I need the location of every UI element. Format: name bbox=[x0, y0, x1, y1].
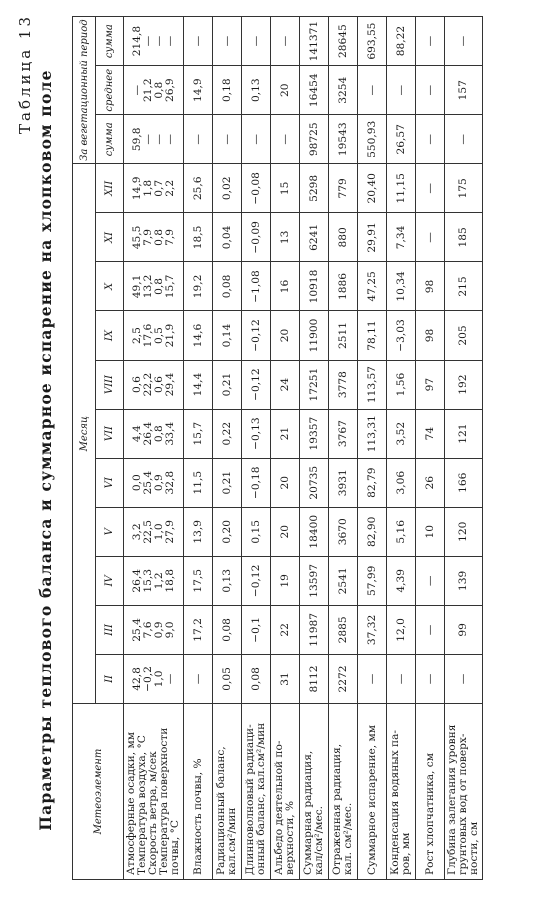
table-cell: 17,5 bbox=[184, 556, 213, 605]
table-cell: 31 bbox=[271, 654, 300, 703]
table-cell: 880 bbox=[329, 213, 358, 262]
table-cell: 20,40 bbox=[358, 164, 387, 213]
table-cell: 0,21 bbox=[213, 360, 242, 409]
table-cell: −0,12 bbox=[242, 311, 271, 360]
table-cell: — bbox=[445, 115, 483, 164]
table-cell: 6241 bbox=[300, 213, 329, 262]
table-cell: 19 bbox=[271, 556, 300, 605]
table-cell: −3,03 bbox=[387, 311, 416, 360]
table-cell: 25,4 7,6 0,9 9,0 bbox=[124, 605, 184, 654]
table-cell: 185 bbox=[445, 213, 483, 262]
table-cell: — bbox=[358, 654, 387, 703]
row-label: Альбедо деятельной по- верхности, % bbox=[271, 704, 300, 880]
table-cell: 98 bbox=[416, 311, 445, 360]
table-cell: 4,39 bbox=[387, 556, 416, 605]
table-cell: −0,18 bbox=[242, 458, 271, 507]
header-month-4: V bbox=[96, 507, 124, 556]
table-cell: 3670 bbox=[329, 507, 358, 556]
table-cell: 693,55 bbox=[358, 17, 387, 66]
table-cell: 78,11 bbox=[358, 311, 387, 360]
table-row bbox=[329, 17, 358, 880]
table-cell: — bbox=[213, 17, 242, 66]
table-cell: −0,09 bbox=[242, 213, 271, 262]
header-month-8: IX bbox=[96, 311, 124, 360]
table-cell: 113,31 bbox=[358, 409, 387, 458]
table-row bbox=[242, 17, 271, 880]
table-cell: 11,5 bbox=[184, 458, 213, 507]
table-cell: — bbox=[213, 115, 242, 164]
table-cell: — bbox=[242, 17, 271, 66]
table-cell: 98 bbox=[416, 262, 445, 311]
data-table bbox=[72, 16, 483, 880]
table-cell: 2511 bbox=[329, 311, 358, 360]
table-cell: 17,2 bbox=[184, 605, 213, 654]
table-cell: 45,5 7,9 0,8 7,9 bbox=[124, 213, 184, 262]
table-cell: 28645 bbox=[329, 17, 358, 66]
table-cell: 10 bbox=[416, 507, 445, 556]
table-cell: 10918 bbox=[300, 262, 329, 311]
table-cell: — bbox=[416, 164, 445, 213]
header-month-10: XI bbox=[96, 213, 124, 262]
table-cell: 3,2 22,5 1,0 27,9 bbox=[124, 507, 184, 556]
table-cell: — bbox=[387, 654, 416, 703]
table-cell: — bbox=[416, 17, 445, 66]
table-row bbox=[387, 17, 416, 880]
table-cell: 59,8 — — — bbox=[124, 115, 184, 164]
table-cell: — bbox=[416, 213, 445, 262]
table-cell: −1,08 bbox=[242, 262, 271, 311]
table-cell: 97 bbox=[416, 360, 445, 409]
table-cell: 13 bbox=[271, 213, 300, 262]
table-cell: — bbox=[358, 66, 387, 115]
header-month-7: VIII bbox=[96, 360, 124, 409]
table-cell: 120 bbox=[445, 507, 483, 556]
table-cell: 21 bbox=[271, 409, 300, 458]
header-month-5: VI bbox=[96, 458, 124, 507]
table-cell: 0,15 bbox=[242, 507, 271, 556]
table-cell: 0,6 22,2 0,6 29,4 bbox=[124, 360, 184, 409]
table-cell: 82,79 bbox=[358, 458, 387, 507]
table-row bbox=[445, 17, 483, 880]
table-row bbox=[124, 17, 184, 880]
table-cell: 0,05 bbox=[213, 654, 242, 703]
table-cell: 5298 bbox=[300, 164, 329, 213]
table-cell: 2885 bbox=[329, 605, 358, 654]
row-label: Отраженная радиация, кал. см²/мес. bbox=[329, 704, 358, 880]
header-total-1: сумма bbox=[96, 115, 124, 164]
table-cell: 18400 bbox=[300, 507, 329, 556]
table-cell: 22 bbox=[271, 605, 300, 654]
table-row bbox=[213, 17, 242, 880]
header-month-1: II bbox=[96, 654, 124, 703]
table-cell: 0,04 bbox=[213, 213, 242, 262]
table-cell: 0,13 bbox=[213, 556, 242, 605]
table-cell: — bbox=[184, 115, 213, 164]
table-cell: — bbox=[445, 17, 483, 66]
row-label: Суммарное испарение, мм bbox=[358, 704, 387, 880]
table-cell: — bbox=[416, 605, 445, 654]
table-cell: 1,56 bbox=[387, 360, 416, 409]
table-cell: 14,9 bbox=[184, 66, 213, 115]
table-cell: 0,0 25,4 0,9 32,8 bbox=[124, 458, 184, 507]
table-cell: — bbox=[242, 115, 271, 164]
table-cell: — bbox=[387, 66, 416, 115]
table-cell: 11987 bbox=[300, 605, 329, 654]
table-cell: 0,20 bbox=[213, 507, 242, 556]
table-cell: 139 bbox=[445, 556, 483, 605]
table-cell: 2272 bbox=[329, 654, 358, 703]
table-cell: 0,18 bbox=[213, 66, 242, 115]
table-cell: 175 bbox=[445, 164, 483, 213]
table-title: Параметры теплового баланса и суммарное испарение на хлопковом поле bbox=[36, 69, 55, 831]
header-month-group: Месяц bbox=[73, 164, 96, 704]
table-cell: 3767 bbox=[329, 409, 358, 458]
table-cell: 13597 bbox=[300, 556, 329, 605]
table-cell: −0,12 bbox=[242, 360, 271, 409]
table-row bbox=[184, 17, 213, 880]
table-cell: 779 bbox=[329, 164, 358, 213]
table-cell: 49,1 13,2 0,8 15,7 bbox=[124, 262, 184, 311]
table-cell: 12,0 bbox=[387, 605, 416, 654]
table-row bbox=[271, 17, 300, 880]
table-cell: 215 bbox=[445, 262, 483, 311]
table-cell: 20 bbox=[271, 66, 300, 115]
table-cell: 16 bbox=[271, 262, 300, 311]
table-cell: 20 bbox=[271, 507, 300, 556]
header-month-6: VII bbox=[96, 409, 124, 458]
table-cell: 20 bbox=[271, 458, 300, 507]
table-cell: −0,1 bbox=[242, 605, 271, 654]
table-cell: 47,25 bbox=[358, 262, 387, 311]
header-month-11: XII bbox=[96, 164, 124, 213]
table-cell: 26 bbox=[416, 458, 445, 507]
row-label: Радиационный баланс, кал.см²/мин bbox=[213, 704, 242, 880]
table-cell: 550,93 bbox=[358, 115, 387, 164]
table-cell: — bbox=[271, 17, 300, 66]
table-cell: 3,06 bbox=[387, 458, 416, 507]
table-cell: — bbox=[445, 654, 483, 703]
table-cell: — bbox=[416, 556, 445, 605]
table-cell: 99 bbox=[445, 605, 483, 654]
table-number: Таблица 13 bbox=[16, 14, 34, 134]
row-label: Атмосферные осадки, мм Температура воздуха, °С Скорость ветра, м/сек Температура поверхности почвы, °С bbox=[124, 704, 184, 880]
table-cell: — bbox=[184, 17, 213, 66]
table-cell: 0,14 bbox=[213, 311, 242, 360]
table-cell: — bbox=[416, 654, 445, 703]
table-cell: 2541 bbox=[329, 556, 358, 605]
table-cell: 8112 bbox=[300, 654, 329, 703]
table-cell: — bbox=[271, 115, 300, 164]
table-cell: 10,34 bbox=[387, 262, 416, 311]
table-cell: — bbox=[184, 654, 213, 703]
table-cell: 121 bbox=[445, 409, 483, 458]
table-cell: 3778 bbox=[329, 360, 358, 409]
table-row bbox=[416, 17, 445, 880]
row-label: Суммарная радиация, кал/см²/мес. bbox=[300, 704, 329, 880]
header-element: Метеоэлемент bbox=[73, 704, 124, 880]
table-cell: 82,90 bbox=[358, 507, 387, 556]
table-cell: 11,15 bbox=[387, 164, 416, 213]
table-cell: 0,22 bbox=[213, 409, 242, 458]
table-cell: 166 bbox=[445, 458, 483, 507]
table-cell: 0,21 bbox=[213, 458, 242, 507]
table-cell: −0,08 bbox=[242, 164, 271, 213]
row-label: Глубина залегания уровня грунтовых вод от поверх- ности, см bbox=[445, 704, 483, 880]
table-row bbox=[358, 17, 387, 880]
table-cell: 15 bbox=[271, 164, 300, 213]
table-cell: 20 bbox=[271, 311, 300, 360]
table-cell: −0,13 bbox=[242, 409, 271, 458]
table-cell: 57,99 bbox=[358, 556, 387, 605]
table-cell: 16454 bbox=[300, 66, 329, 115]
table-cell: 13,9 bbox=[184, 507, 213, 556]
table-cell: 157 bbox=[445, 66, 483, 115]
table-cell: 0,08 bbox=[213, 262, 242, 311]
header-total-3: сумма bbox=[96, 17, 124, 66]
table-cell: 2,5 17,6 0,5 21,9 bbox=[124, 311, 184, 360]
table-cell: 0,02 bbox=[213, 164, 242, 213]
header-total-2: среднее bbox=[96, 66, 124, 115]
table-cell: 11900 bbox=[300, 311, 329, 360]
table-cell: 3,52 bbox=[387, 409, 416, 458]
row-label: Влажность почвы, % bbox=[184, 704, 213, 880]
table-cell: 18,5 bbox=[184, 213, 213, 262]
table-cell: 214,8 — — — bbox=[124, 17, 184, 66]
table-cell: 141371 bbox=[300, 17, 329, 66]
row-label: Длинноволновый радиаци- онный баланс, кал.см²/мин bbox=[242, 704, 271, 880]
table-cell: — 21,2 0,8 26,9 bbox=[124, 66, 184, 115]
table-cell: 88,22 bbox=[387, 17, 416, 66]
header-month-9: X bbox=[96, 262, 124, 311]
table-cell: 74 bbox=[416, 409, 445, 458]
table-cell: — bbox=[416, 115, 445, 164]
table-cell: 26,57 bbox=[387, 115, 416, 164]
header-period-group: За вегетационный период bbox=[73, 17, 96, 164]
table-cell: 17251 bbox=[300, 360, 329, 409]
table-cell: 37,32 bbox=[358, 605, 387, 654]
table-row bbox=[300, 17, 329, 880]
row-label: Конденсация водяных па- ров, мм bbox=[387, 704, 416, 880]
table-cell: 20735 bbox=[300, 458, 329, 507]
header-month-3: IV bbox=[96, 556, 124, 605]
table-cell: 3931 bbox=[329, 458, 358, 507]
table-cell: 113,57 bbox=[358, 360, 387, 409]
table-cell: 29,91 bbox=[358, 213, 387, 262]
table-cell: 25,6 bbox=[184, 164, 213, 213]
table-cell: 0,08 bbox=[213, 605, 242, 654]
table-cell: 26,4 15,3 1,2 18,8 bbox=[124, 556, 184, 605]
table-cell: 14,9 1,8 0,7 2,2 bbox=[124, 164, 184, 213]
table-cell: 1886 bbox=[329, 262, 358, 311]
table-cell: 19543 bbox=[329, 115, 358, 164]
table-cell: 19357 bbox=[300, 409, 329, 458]
table-cell: 14,6 bbox=[184, 311, 213, 360]
table-cell: 14,4 bbox=[184, 360, 213, 409]
table-cell: 0,08 bbox=[242, 654, 271, 703]
table-cell: 42,8 −0,2 1,0 — bbox=[124, 654, 184, 703]
table-cell: 3254 bbox=[329, 66, 358, 115]
table-cell: 24 bbox=[271, 360, 300, 409]
table-cell: −0,12 bbox=[242, 556, 271, 605]
table-cell: 4,4 26,4 0,8 33,4 bbox=[124, 409, 184, 458]
table-cell: 7,34 bbox=[387, 213, 416, 262]
table-cell: 0,13 bbox=[242, 66, 271, 115]
table-cell: 98725 bbox=[300, 115, 329, 164]
row-label: Рост хлопчатника, см bbox=[416, 704, 445, 880]
table-cell: 5,16 bbox=[387, 507, 416, 556]
header-month-2: III bbox=[96, 605, 124, 654]
table-cell: 205 bbox=[445, 311, 483, 360]
table-cell: 192 bbox=[445, 360, 483, 409]
table-cell: 19,2 bbox=[184, 262, 213, 311]
table-cell: — bbox=[416, 66, 445, 115]
table-cell: 15,7 bbox=[184, 409, 213, 458]
